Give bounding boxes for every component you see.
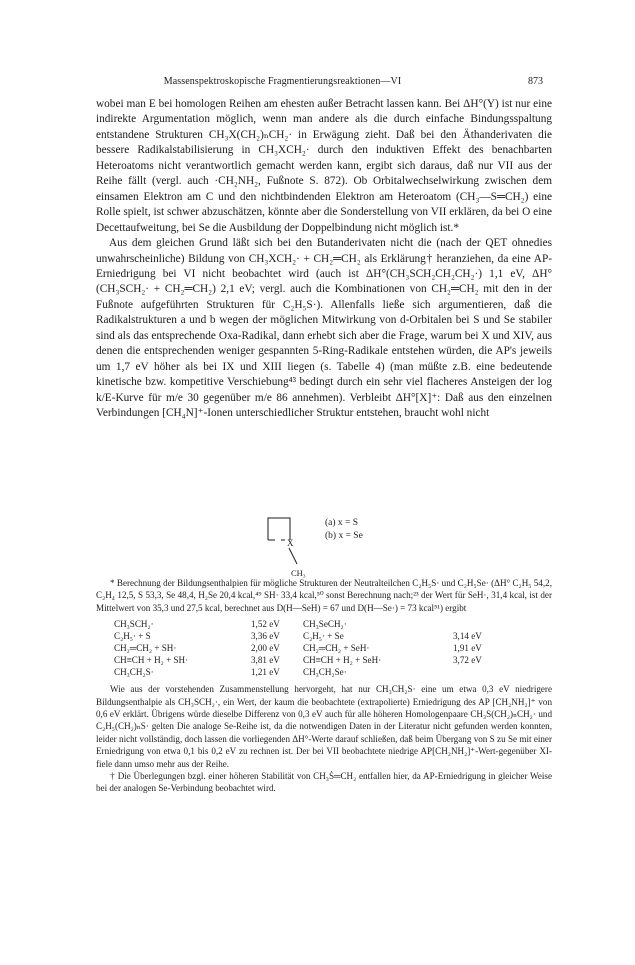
table-cell: 3,81 eV [251,655,280,666]
footnote-dagger: † Die Überlegungen bzgl. einer höheren Stabilität von CH₃Ṡ═CH₂ entfallen hier, da AP-Erniedrigung in gleicher Weise bei der analogen Se-Verbindung beobachtet wird. [96,771,552,794]
table-cell: CH≡CH + H₂ + SeH· [303,655,382,666]
table-cell: CH₂═CH₂ + SH· [114,643,177,654]
table-cell: CH₃CH₂Se· [303,667,347,678]
table-cell [453,666,503,678]
table-cell: 1,21 eV [251,667,280,678]
table-cell: 3,72 eV [453,655,482,666]
page-number: 873 [528,76,543,87]
table-cell: 2,00 eV [251,643,280,654]
body-paragraph-2: Aus dem gleichen Grund läßt sich bei den Butanderivaten nicht die (nach der QET ohnedies unwahrscheinliche) Bildung von CH₃XCH₂· + CH₂═CH₂ als Erklärung† heranziehen, da eine AP-Erniedrigung bei VI nicht beobachtet wird (auch ist ΔH°(CH₃SCH₂CH₂CH₂·) 1,1 eV, ΔH°(CH₃SCH₂· + CH₂═CH₂) 2,1 eV; vergl. auch die Kombinationen von CH₂═CH₂ mit den in der Fußnote aufgeführten Strukturen für C₂H₅S·). Allenfalls ließe sich argumentieren, daß die Radikalstrukturen a und b wegen der möglichen Mitwirkung von d-Orbitalen bei S und Se stabiler sind als das entsprechende Oxa-Radikal, dann erhebt sich aber die Frage, warum bei X und XIV, aus denen die entsprechenden weniger gespannten 5-Ring-Radikale entstehen würden, die AP's jeweils um 1,7 eV höher als bei IX und XIII liegen (s. Tabelle 4) (man müßte z.B. eine bedeutende kinetische bzw. kompetitive Verschiebung⁴³ bedingt durch ein sehr viel flacheres Ansteigen der log k/E-Kurve für m/e 30 gegenüber m/e 86 annehmen). Verbleibt ΔH°[X]⁺: Daß aus den einzelnen Verbindungen [CH₄N]⁺-Ionen unterschiedlicher Struktur entstehen, braucht wohl nicht [96,237,552,420]
methyl-label: CH₃ [291,568,306,578]
table-row [114,642,503,654]
table-cell: 1,91 eV [453,643,482,654]
table-row [114,618,503,630]
table-row [114,666,503,678]
footnote-paragraph: Wie aus der vorstehenden Zusammenstellung hervorgeht, hat nur CH₃CH₂S· eine um etwa 0,3 eV niedrigere Bildungsenthalpie als CH₃SCH₂·, ein Wert, der kaum die beobachtete (extrapolierte) Erniedrigung des AP [CH₂NH₂]⁺ von 0,6 eV erklärt. Übrigens würde dieselbe Differenz von 0,3 eV auch für alle höheren Homologenpaare CH₃S(CH₂)ₙCH₂· und C₂H₅(CH₂)ₙS· gelten Die analoge Se-Reihe ist, da die notwendigen Daten in der Literatur nicht gefunden werden konnten, leider nicht vollständig, doch lassen die vorliegenden ΔH°-Werte darauf schließen, daß beim Übergang von S zu Se mit einer Erniedrigung von etwa 0,1 bis 0,2 eV zu rechnen ist. Der bei VII beobachtete niedrige AP[CH₂NH₂]⁺-Wert-gegenüber XI-fiele dann umso mehr aus der Reihe. [96,684,552,769]
table-cell: 3,36 eV [251,631,280,642]
table-cell: CH≡CH + H₂ + SH· [114,655,189,666]
table-cell: C₂H₅· + S [114,631,151,642]
table-cell: C₂H₅· + Se [303,631,344,642]
table-cell: 1,52 eV [251,619,280,630]
footnote [96,577,552,795]
table-row [114,630,503,642]
table-cell [453,618,503,630]
running-head: Massenspektroskopische Fragmentierungsreaktionen—VI [163,76,402,87]
table-cell: CH₃SeCH₂· [303,619,347,630]
enthalpy-table [114,618,503,678]
table-cell: CH₂═CH₂ + SeH· [303,643,370,654]
table-cell: 3,14 eV [453,631,482,642]
ring-structure-drawing [265,516,325,576]
table-row [114,654,503,666]
structure-option-b: (b) x = Se [325,531,363,541]
ring-structure-figure [265,516,445,580]
structure-option-a: (a) x = S [325,518,359,528]
ring-heteroatom-label: X [287,538,294,548]
footnote-intro: * Berechnung der Bildungsenthalpien für mögliche Strukturen der Neutralteilchen C₂H₅S· und C₂H₅Se· (ΔH° C₂H₅ 54,2, C₂H₄ 12,5, S 53,3, Se 48,4, H₂Se 20,4 kcal,⁴⁹ SH· 33,4 kcal,⁵⁰ sonst Berechnung nach;²³ der Wert für SeH·, 31,4 kcal, ist der Mittelwert von 35,3 und 27,5 kcal, berechnet aus D(H—SeH) = 67 und D(H—Se·) = 73 kcal⁵¹) ergibt [96,578,552,613]
body-paragraph-1: wobei man E bei homologen Reihen am ehesten außer Betracht lassen kann. Bei ΔH°(Y) ist nur eine indirekte Argumentation möglich, wenn man andere als die durch einfache Bindungsspaltung entstandene Strukturen CH₃X(CH₂)ₙCH₂· in Erwägung zieht. Daß bei den Äthanderivaten die bessere Radikalstabilisierung in CH₃XCH₂· durch den induktiven Effekt des benachbarten Heteroatoms nicht verantwortlich gemacht werden kann, ergibt sich daraus, daß nur VII aus der Reihe fällt (vergl. auch ·CH₂NH₂, Fußnote S. 872). Ob Orbitalwechselwirkung zwischen dem einsamen Elektron am C und den nichtbindenden Elektron am Heteroatom (CH₃—S═CH₂) eine Rolle spielt, ist schwer abzuschätzen, könnte aber die Sonderstellung von VII erklären, da bei O eine Decettaufweitung, bei Se die Ausbildung der Doppelbindung nicht möglich ist.* [96,98,552,234]
body-text [96,97,552,422]
table-cell: CH₃CH₂S· [114,667,154,678]
table-cell: CH₃SCH₂· [114,619,154,630]
